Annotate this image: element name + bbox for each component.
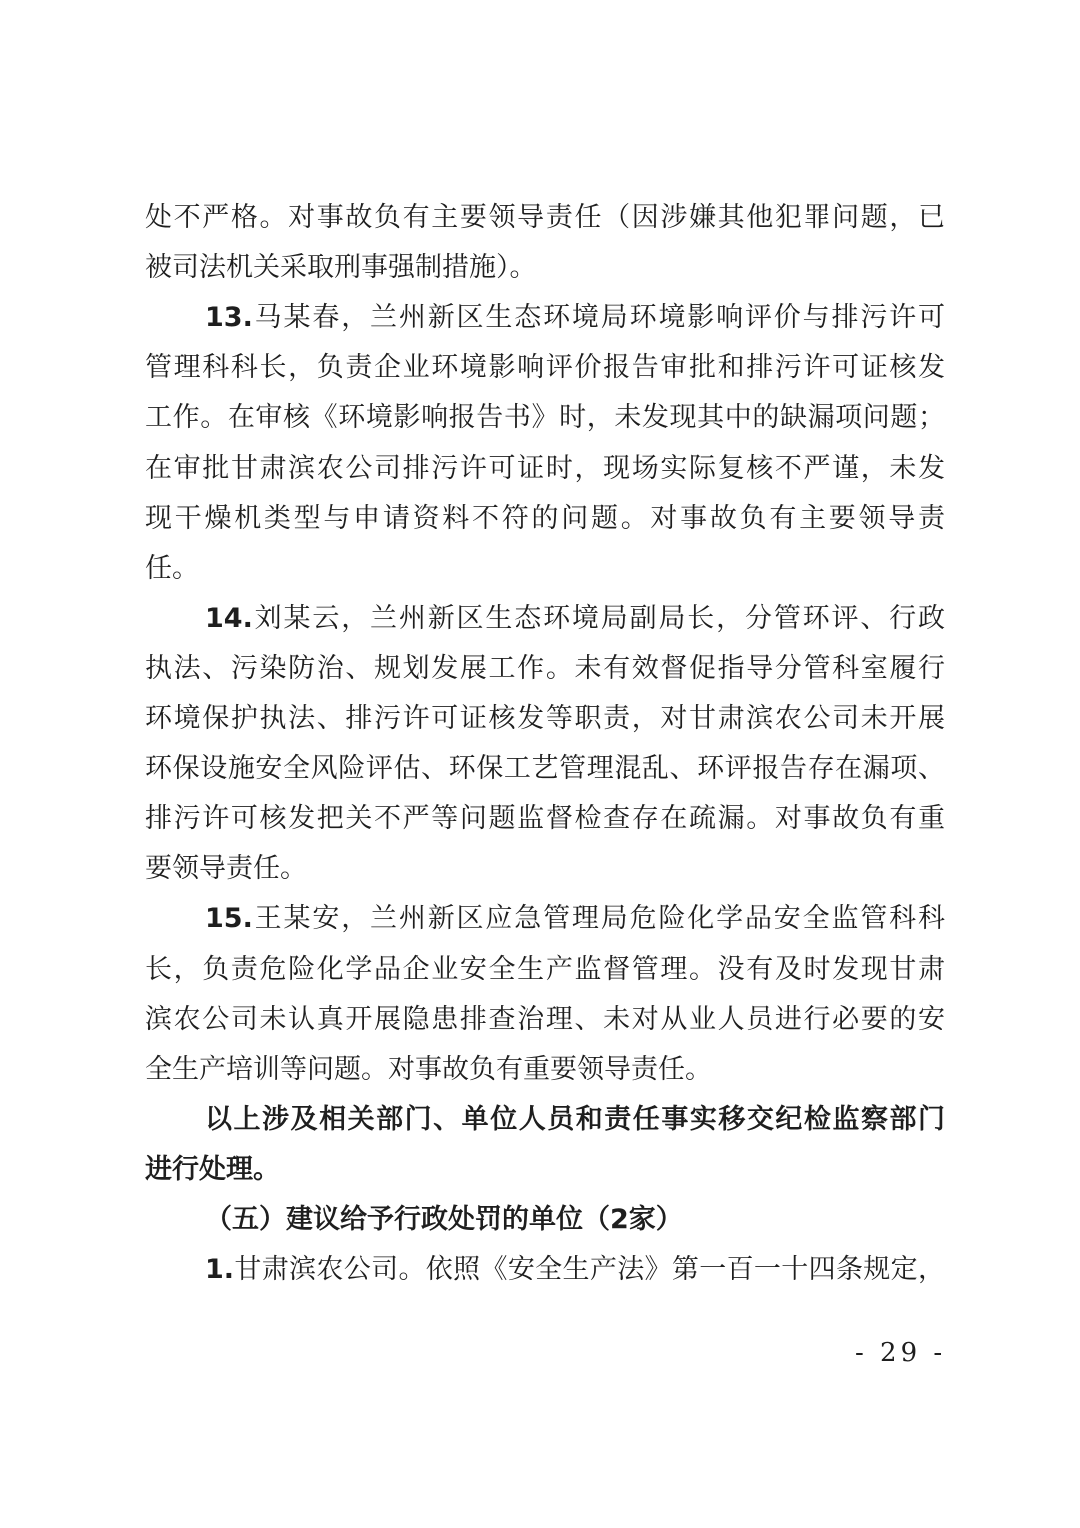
- text-line: [205, 1245, 945, 1295]
- line-text: 管理科科长，负责企业环境影响评价报告审批和排污许可证核发: [145, 352, 945, 384]
- text-line: [145, 494, 945, 544]
- text-line: [145, 243, 945, 293]
- line-text: 排污许可核发把关不严等问题监督检查存在疏漏。对事故负有重: [145, 803, 945, 835]
- item-number: 15.: [205, 903, 253, 935]
- text-line: [205, 293, 945, 343]
- text-line: [145, 544, 945, 594]
- line-text: 进行处理。: [145, 1153, 280, 1185]
- item-number: 13.: [205, 302, 253, 334]
- line-text: 被司法机关采取刑事强制措施）。: [145, 252, 537, 284]
- line-text: 处不严格。对事故负有主要领导责任（因涉嫌其他犯罪问题，已: [145, 202, 945, 233]
- text-line: [145, 393, 945, 443]
- line-text: 以上涉及相关部门、单位人员和责任事实移交纪检监察部门: [205, 1103, 945, 1135]
- line-text: 要领导责任。: [145, 853, 307, 885]
- text-line: [145, 444, 945, 494]
- text-line: [145, 945, 945, 995]
- line-text: 王某安，兰州新区应急管理局危险化学品安全监管科科: [252, 903, 945, 935]
- text-line: [145, 343, 945, 393]
- text-line: [205, 594, 945, 644]
- text-line: [145, 694, 945, 744]
- text-line: [145, 1045, 945, 1095]
- bold-text-line: [205, 1195, 945, 1245]
- line-text: 在审批甘肃滨农公司排污许可证时，现场实际复核不严谨，未发: [145, 452, 945, 484]
- line-text: 环保设施安全风险评估、环保工艺管理混乱、环评报告存在漏项、: [145, 753, 945, 785]
- text-line: [145, 193, 945, 243]
- line-text: 滨农公司未认真开展隐患排查治理、未对从业人员进行必要的安: [145, 1003, 945, 1035]
- line-text: 现干燥机类型与申请资料不符的问题。对事故负有主要领导责: [145, 502, 945, 534]
- text-line: [145, 844, 945, 894]
- line-text: 执法、污染防治、规划发展工作。未有效督促指导分管科室履行: [145, 652, 945, 684]
- bold-text-line: [145, 1145, 945, 1195]
- line-text: 甘肃滨农公司。依照《安全生产法》第一百一十四条规定，: [234, 1254, 945, 1286]
- bold-text-line: [205, 1095, 945, 1145]
- line-text: （五）建议给予行政处罚的单位（2家）: [205, 1204, 683, 1235]
- line-text: 马某春，兰州新区生态环境局环境影响评价与排污许可: [252, 302, 945, 334]
- text-line: [145, 794, 945, 844]
- page-number: - 29 -: [855, 1338, 947, 1368]
- item-number: 14.: [205, 602, 253, 634]
- line-text: 任。: [145, 552, 199, 584]
- text-line: [145, 744, 945, 794]
- line-text: 长，负责危险化学品企业安全生产监督管理。没有及时发现甘肃: [145, 953, 945, 985]
- text-line: [145, 644, 945, 694]
- line-text: 刘某云，兰州新区生态环境局副局长，分管环评、行政: [252, 602, 945, 634]
- text-line: [205, 894, 945, 944]
- text-line: [145, 995, 945, 1045]
- line-text: 工作。在审核《环境影响报告书》时，未发现其中的缺漏项问题；: [145, 402, 945, 434]
- line-text: 全生产培训等问题。对事故负有重要领导责任。: [145, 1053, 712, 1085]
- item-number: 1.: [205, 1254, 235, 1286]
- line-text: 环境保护执法、排污许可证核发等职责，对甘肃滨农公司未开展: [145, 703, 945, 734]
